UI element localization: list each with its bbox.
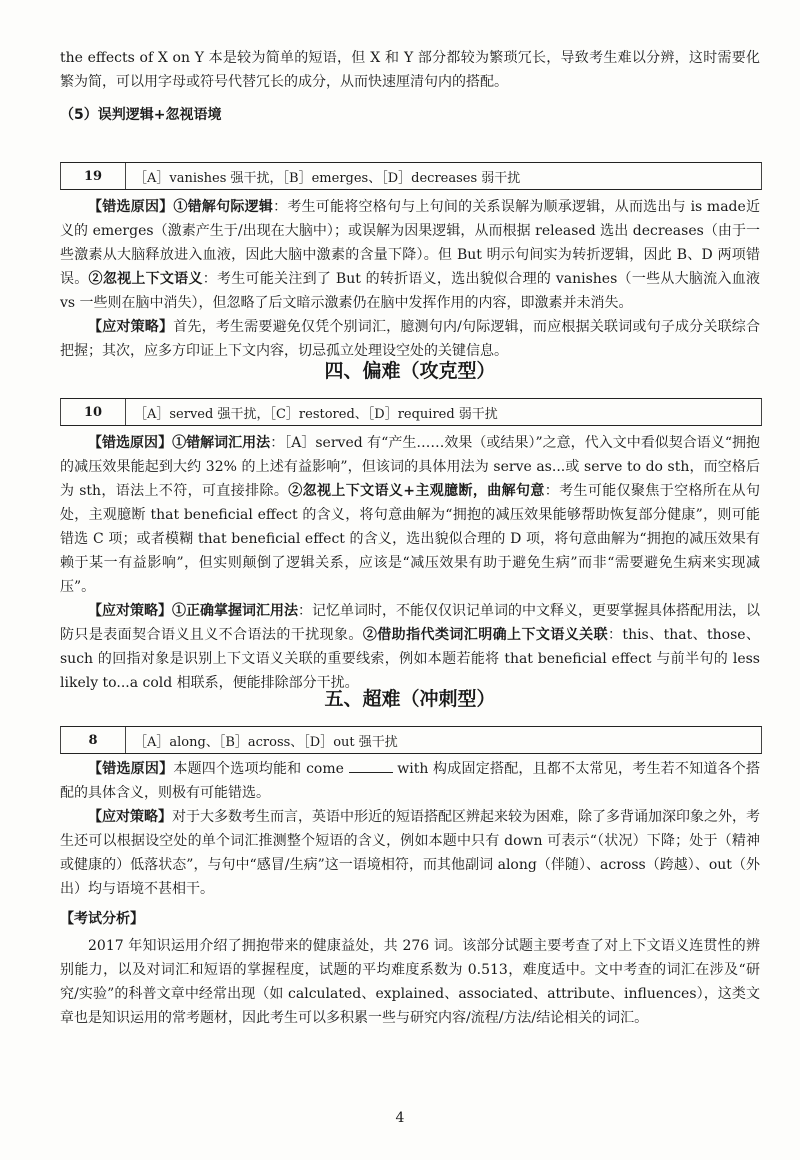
intro-line-1: the effects of X on Y 本是较为简单的短语，但 X 和 Y 部分都较为繁琐冗长，导致考生难以分辨，这时需 xyxy=(60,50,732,66)
item-10-box xyxy=(60,398,762,426)
section-5-title: 五、超难（冲刺型） xyxy=(324,688,496,710)
analysis-title: 【考试分析】 xyxy=(60,911,144,927)
item-10-reason xyxy=(60,431,760,695)
intro-line-2: 要化繁为简，可以用字母或符号代替冗长的成分，从而快速厘清句内的搭配。 xyxy=(60,50,760,90)
item-8-reason xyxy=(60,757,760,901)
strategy-text: 首先，考生需要避免仅凭个别词汇，臆测句内/句际逻辑，而应根据关联词或句子成分关联综合把握；其次，应多方印证上下文内容，切忌孤立处理设空处的关键信息。 xyxy=(60,319,760,359)
reason-label: 【错选原因】 xyxy=(88,199,174,215)
subsection-5-title: （5）误判逻辑+忽视语境 xyxy=(60,107,222,123)
item-8-number: 8 xyxy=(61,727,126,753)
reason-text-2: with 构成固定搭配，且都不太常见，考生若不知道各个搭配的具体含义，则极有可能错选。 xyxy=(60,761,761,801)
strategy-label: 【应对策略】 xyxy=(88,319,174,335)
reason-point-2: ②忽视上下文语义 xyxy=(88,271,203,287)
reason-text-2: ：考生可能关注到了 But 的转折语义，选出貌似合理的 vanishes（一些从大脑流入血液 vs 一些则在脑中消失），但忽略了后文暗示激素仍在脑中发挥作用的内容，即激素并未消失。 xyxy=(60,271,760,311)
reason-text-1: 本题四个选项均能和 come xyxy=(173,761,344,777)
analysis-body xyxy=(60,934,760,1030)
strategy-text-2: ：this、that、those、such 的回指对象是识别上下文语义关联的重要线索，例如本题若能将 that beneficial effect 与前半句的 less likely to...a cold 相联系，便能排除部分干扰。 xyxy=(60,627,761,691)
item-10-number: 10 xyxy=(61,399,126,425)
item-19-number: 19 xyxy=(61,163,126,189)
reason-text-2: ：考生可能仅聚焦于空格所在从句处，主观臆断 that beneficial effect 的含义，将句意曲解为“拥抱的减压效果能够帮助恢复部分健康”，则可能错选 C 项；或者模糊 that beneficial effect 的含义，选出貌似合理的 D 项，将句意曲解为“拥抱的减压效果有赖于某一有益影响”，但实则颠倒了逻辑关系，应该是“减压效果有助于避免生病”而非“需要避免生病来实现减压”。 xyxy=(60,483,761,595)
item-8-strategy xyxy=(60,805,760,901)
reason-point-2: ②忽视上下文语义+主观臆断，曲解句意 xyxy=(288,483,545,499)
reason-point-1: ①错解词汇用法 xyxy=(172,435,271,451)
item-19-box xyxy=(60,162,762,190)
item-19-options: ［A］vanishes 强干扰，［B］emerges、［D］decreases 弱干扰 xyxy=(134,170,521,186)
strategy-text: 对于大多数考生而言，英语中形近的短语搭配区辨起来较为困难，除了多背诵加深印象之外，考生还可以根据设空处的单个词汇推测整个短语的含义，例如本题中只有 down 可表示“（状况）下降；处于（精神或健康的）低落状态”，与句中“感冒/生病”这一语境相符，而其他副词 along（伴随）、across（跨越）、out（外出）均与语境不甚相干。 xyxy=(60,809,760,897)
analysis-text: 2017 年知识运用介绍了拥抱带来的健康益处，共 276 词。该部分试题主要考查了对上下文语义连贯性的辨别能力，以及对词汇和短语的掌握程度，试题的平均难度系数为 0.513，难度适中。文中考查的词汇在涉及“研究/实验”的科普文章中经常出现（如 calculated、explained、associated、attribute、influences），这类文章也是知识运用的常考题材，因此考生可以多积累一些与研究内容/流程/方法/结论相关的词汇。 xyxy=(60,938,760,1026)
page-number: 4 xyxy=(395,1110,405,1126)
reason-text-1: ：考生可能将空格句与上句间的关系误解为顺承逻辑，从而选出与 is made近义的 emerges（激素产生于/出现在大脑中）；或误解为因果逻辑，从而根据 released 选出 decreases（由于一些激素从大脑释放进入血液，因此大脑中激素的含量下降）。但 But 明示句间实为转折逻辑，因此 B、D 两项错误。 xyxy=(60,199,761,287)
item-10-strategy xyxy=(60,599,760,695)
strategy-point-1: ①正确掌握词汇用法 xyxy=(172,603,298,619)
reason-label: 【错选原因】 xyxy=(88,435,173,451)
reason-text-1: ：［A］served 有“产生……效果（或结果）”之意，代入文中看似契合语义“拥抱的减压效果能起到大约 32% 的上述有益影响”，但该词的具体用法为 serve as...或 serve to do sth，而空格后为 sth，语法上不符，可直接排除。 xyxy=(60,435,761,499)
item-8-box xyxy=(60,726,762,754)
reason-point-1: ①错解句际逻辑 xyxy=(173,199,274,215)
item-8-options: ［A］along、［B］across、［D］out 强干扰 xyxy=(134,734,398,750)
strategy-text-1: ：记忆单词时，不能仅仅识记单词的中文释义，更要掌握具体搭配用法，以防只是表面契合语义且义不合语法的干扰现象。 xyxy=(60,603,760,643)
item-19-reason xyxy=(60,195,760,363)
intro-paragraph xyxy=(60,46,760,94)
item-10-options: ［A］served 强干扰，［C］restored、［D］required 弱干扰 xyxy=(134,406,498,422)
reason-label: 【错选原因】 xyxy=(88,761,174,777)
answer-blank xyxy=(349,758,393,773)
strategy-label: 【应对策略】 xyxy=(88,809,172,825)
section-4-title: 四、偏难（攻克型） xyxy=(324,360,496,382)
strategy-point-2: ②借助指代类词汇明确上下文语义关联 xyxy=(362,627,609,643)
strategy-label: 【应对策略】 xyxy=(88,603,172,619)
